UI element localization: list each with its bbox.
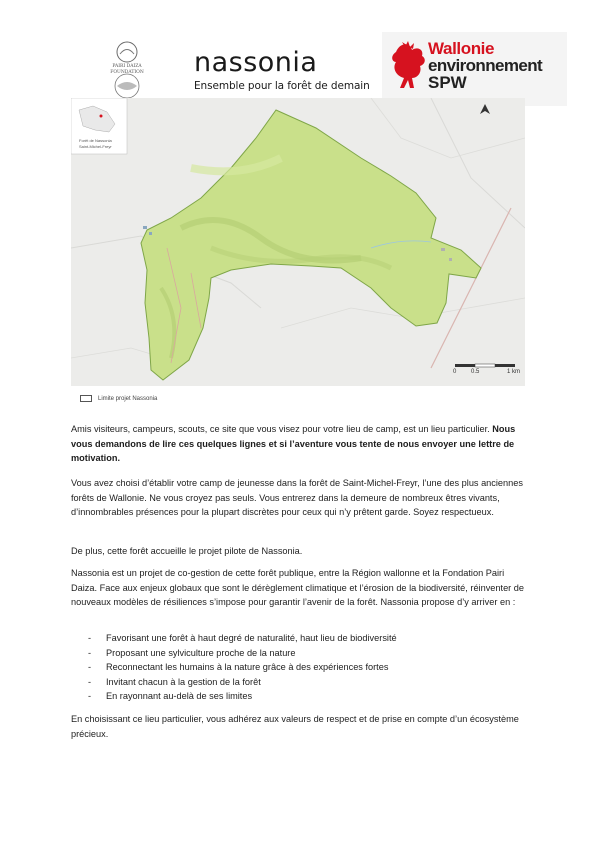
list-item-text: Reconnectant les humains à la nature grâce à des expériences fortes — [106, 662, 389, 673]
pilot-text: De plus, cette forêt accueille le projet pilote de Nassonia. — [71, 546, 303, 556]
goals-list — [88, 631, 397, 704]
list-item — [88, 689, 397, 704]
legend-label: Limite projet Nassonia — [98, 395, 158, 402]
inset-label-locality: Saint-Michel-Freyr — [79, 144, 112, 149]
list-item — [88, 631, 397, 646]
intro-bold-text: Nous vous demandons de lire ces quelques lignes et si l’aventure vous tente de nous envoyer une lettre de motivation. — [71, 424, 516, 464]
list-item — [88, 646, 397, 661]
forest-text: Vous avez choisi d’établir votre camp de jeunesse dans la forêt de Saint-Michel-Freyr, l’une des plus anciennes forêts de Wallonie. Ne vous croyez pas seuls. Vous entrerez dans la demeure de nombreux êtres vivants, d’innombrables présences pour la plupart discrètes pour ceux qui n’y prêtent garde. Soyez respectueux. — [71, 478, 523, 518]
nassonia-paragraph — [71, 566, 526, 610]
nassonia-tagline: Ensemble pour la forêt de demain — [194, 80, 370, 92]
list-item-text: En rayonnant au-delà de ses limites — [106, 691, 253, 702]
list-marker: - — [88, 691, 92, 702]
wallonie-wordmark — [428, 40, 542, 91]
nassonia-logo — [194, 47, 370, 92]
forest-map — [71, 98, 525, 386]
nassonia-wordmark: nassonia — [194, 47, 318, 78]
list-item — [88, 660, 397, 675]
map-legend — [80, 395, 157, 402]
scale-label-1km: 1 km — [507, 369, 521, 375]
intro-text: Amis visiteurs, campeurs, scouts, ce site que vous visez pour votre lieu de camp, est un lieu particulier. — [71, 424, 493, 434]
intro-paragraph — [71, 422, 526, 466]
scale-label-half: 0.5 — [471, 369, 480, 375]
wallonie-line3: SPW — [428, 73, 467, 92]
list-item-text: Proposant une sylviculture proche de la nature — [106, 647, 296, 658]
closing-text: En choisissant ce lieu particulier, vous adhérez aux valeurs de respect et de prise en compte d’un écosystème précieux. — [71, 714, 519, 739]
rooster-icon — [386, 38, 430, 98]
pairi-daiza-logo-text: PAIRI DAIZA FOUNDATION — [110, 64, 144, 75]
list-item-text: Invitant chacun à la gestion de la forêt — [106, 676, 261, 687]
scale-label-0: 0 — [453, 369, 457, 375]
list-item-text: Favorisant une forêt à haut degré de naturalité, haut lieu de biodiversité — [106, 633, 397, 643]
list-marker: - — [88, 647, 92, 658]
list-marker: - — [88, 633, 92, 643]
nassonia-text: Nassonia est un projet de co-gestion de cette forêt publique, entre la Région wallonne et la Fondation Pairi Daiza. Face aux enjeux globaux que sont le dérèglement climatique et l’érosion de la biodiversité, réinventer de nouveaux modèles de résiliences s’impose pour garantir l’avenir de la forêt. Nassonia propose d’y arriver en : — [71, 568, 525, 608]
wallonie-logo — [382, 32, 567, 106]
wallonie-line1: Wallonie — [428, 39, 495, 58]
wallonie-line2: environnement — [428, 56, 543, 75]
pilot-paragraph — [71, 544, 526, 559]
closing-paragraph — [71, 712, 526, 741]
inset-label-forest: Forêt de Nassonia — [79, 138, 112, 143]
list-item — [88, 675, 397, 690]
list-marker: - — [88, 676, 92, 687]
legend-swatch — [80, 395, 92, 402]
pairi-daiza-logo — [101, 40, 153, 100]
list-marker: - — [88, 662, 92, 673]
forest-paragraph — [71, 476, 526, 520]
